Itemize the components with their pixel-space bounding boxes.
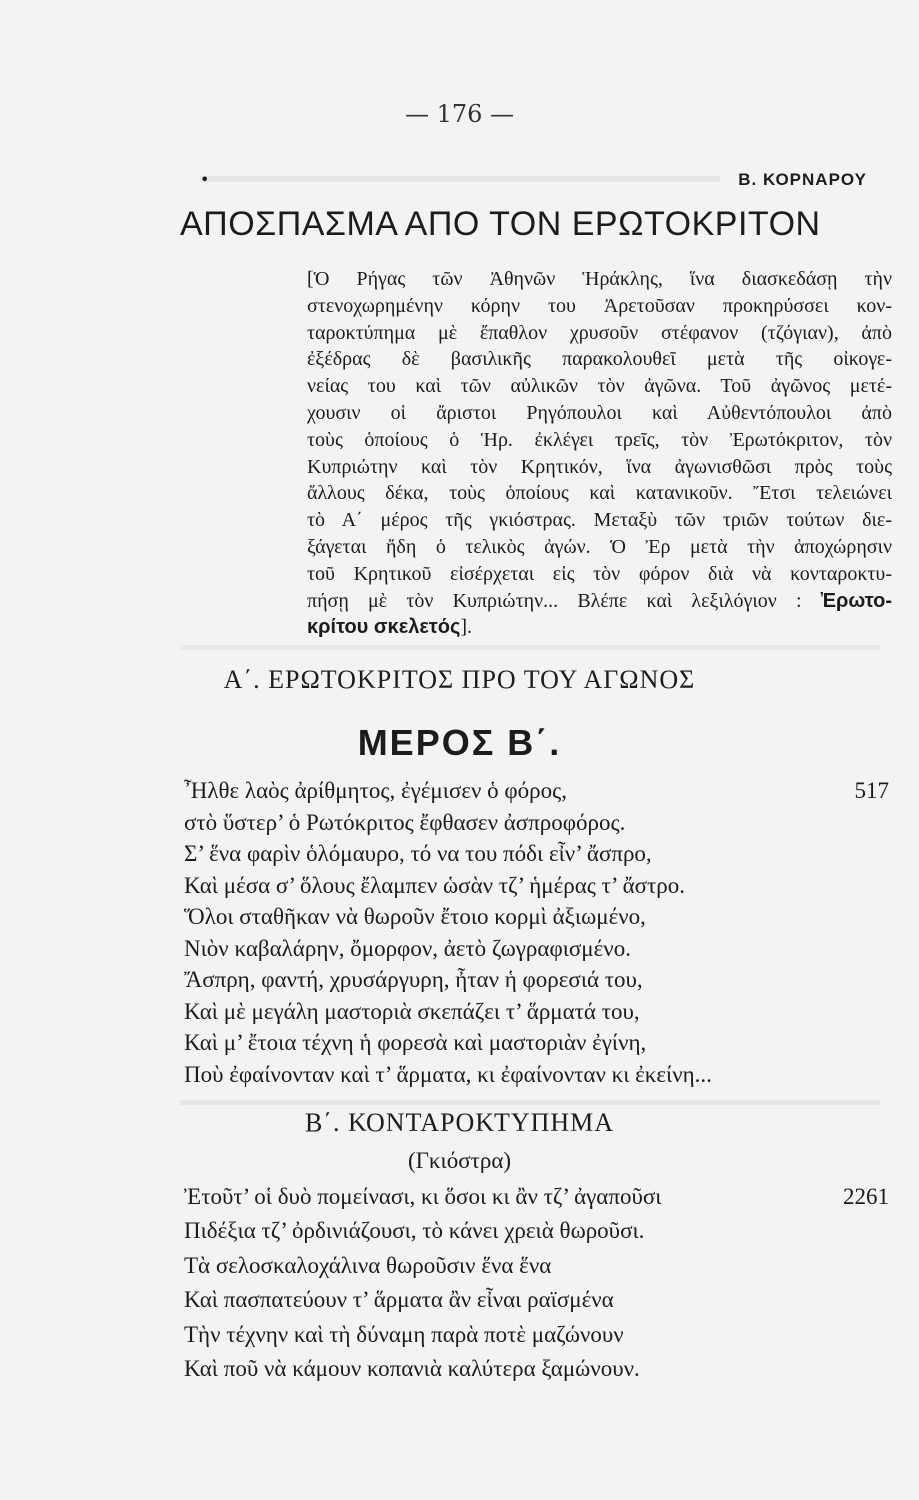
- intro-line: [307, 268, 892, 291]
- intro-line-last: [307, 616, 892, 639]
- intro-line-text: Κυπριώτην καὶ τὸν Κρητικόν, ἵνα ἀγωνισθῶσι πρὸς τοὺς: [307, 455, 892, 478]
- intro-line: [307, 509, 892, 532]
- section-b-subtitle: (Γκιόστρα): [407, 1148, 512, 1173]
- bleed-through-3: [180, 1100, 880, 1105]
- verse-line: Ἦλθε λαὸς ἀρίθμητος, ἐγέμισεν ὁ φόρος,: [184, 778, 568, 803]
- intro-line: [307, 456, 892, 479]
- intro-line-text: [Ὁ Ρήγας τῶν Ἀθηνῶν Ἡράκλης, ἵνα διασκεδάσῃ τὴν: [307, 268, 892, 290]
- intro-line-text: νείας του καὶ τῶν αὐλικῶν τὸν ἀγῶνα. Τοῦ ἀγῶνος μετέ-: [307, 375, 892, 398]
- intro-line: [307, 536, 892, 559]
- verse-line: Τὴν τέχνην καὶ τὴ δύναμη παρὰ ποτὲ μαζώνουν: [184, 1321, 624, 1347]
- verse-line: Πιδέξια τζ’ ὀρδινιάζουσι, τὸ κάνει χρειὰ θωροῦσι.: [184, 1218, 645, 1244]
- intro-line-text: ἐξέδρας δὲ βασιλικῆς παρακολουθεῖ μετὰ τῆς οἰκογε-: [307, 348, 892, 371]
- part-title: ΜΕΡΟΣ Β΄.: [357, 722, 562, 763]
- intro-line-text: ἄλλους δέκα, τοὺς ὁποίους καὶ κατανικοῦν. Ἔτσι τελειώνει: [307, 482, 892, 505]
- intro-line: [307, 295, 892, 318]
- author-name: Β. ΚΟΡΝΑΡΟΥ: [738, 170, 867, 189]
- intro-line: [307, 590, 892, 613]
- intro-line-text: τὸ Α΄ μέρος τῆς γκιόστρας. Μεταξὺ τῶν τριῶν τούτων διε-: [307, 509, 892, 532]
- intro-line: [307, 429, 892, 452]
- intro-line-text: στενοχωρημένην κόρην του Ἀρετοῦσαν προκηρύσσει κον-: [307, 294, 892, 317]
- verse-line: Καὶ μὲ μεγάλη μαστοριὰ σκεπάζει τ’ ἅρματά του,: [184, 998, 640, 1024]
- bleed-through-2: [180, 645, 880, 650]
- intro-line-text: πήσῃ μὲ τὸν Κυπριώτην... Βλέπε καὶ λεξιλόγιον :: [307, 589, 802, 612]
- section-b-heading: Β΄. ΚΟΝΤΑΡΟΚΤΥΠΗΜΑ: [304, 1108, 615, 1137]
- intro-last-bold: κρίτου σκελετός: [307, 616, 461, 639]
- intro-line: [307, 375, 892, 398]
- intro-line-text: χουσιν οἱ ἄριστοι Ρηγόπουλοι καὶ Αὐθεντόπουλοι ἀπὸ: [307, 402, 892, 424]
- intro-line: [307, 482, 892, 505]
- intro-line-text: ξάγεται ἤδη ὁ τελικὸς ἀγών. Ὁ Ἐρ μετὰ τὴν ἀποχώρησιν: [307, 536, 892, 558]
- excerpt-title: ΑΠΟΣΠΑΣΜΑ ΑΠΟ ΤΟΝ ΕΡΩΤΟΚΡΙΤΟΝ: [180, 205, 821, 243]
- verse-line: Καὶ ποῦ νὰ κάμουν κοπανιὰ καλύτερα ξαμώνουν.: [184, 1356, 640, 1381]
- page-number: — 176 —: [404, 100, 515, 128]
- intro-last-end: ].: [460, 616, 473, 639]
- intro-line: [307, 402, 892, 425]
- verse-line: Τὰ σελοσκαλοχάλινα θωροῦσιν ἕνα ἕνα: [184, 1252, 552, 1278]
- section-a-heading: Α΄. ΕΡΩΤΟΚΡΙΤΟΣ ΠΡΟ ΤΟΥ ΑΓΩΝΟΣ: [223, 665, 696, 694]
- verse-line: Νιὸν καβαλάρην, ὄμορφον, ἀετὸ ζωγραφισμένο.: [184, 935, 631, 961]
- intro-line: [307, 563, 892, 586]
- verse-line: Ἐτοῦτ’ οἱ δυὸ πομείνασι, κι ὅσοι κι ἂν τζ’ ἀγαποῦσι: [184, 1184, 662, 1209]
- verse-line: Καὶ πασπατεύουν τ’ ἅρματα ἂν εἶναι ραϊσμένα: [184, 1287, 614, 1313]
- intro-line-text: τοῦ Κρητικοῦ εἰσέρχεται εἰς τὸν φόρον διὰ νὰ κονταροκτυ-: [307, 562, 892, 585]
- bullet-mark: •: [200, 170, 210, 189]
- verse-number: 2261: [843, 1184, 889, 1209]
- verse-line: Ἄσπρη, φαντή, χρυσάργυρη, ἦταν ἡ φορεσιά του,: [184, 967, 643, 992]
- intro-line: [307, 322, 892, 345]
- intro-line-text: τοὺς ὁποίους ὁ Ἡρ. ἐκλέγει τρεῖς, τὸν Ἐρωτόκριτον, τὸν: [307, 428, 892, 451]
- verse-line: Καὶ μ’ ἔτοια τέχνη ἡ φορεσὰ καὶ μαστοριὰν ἐγίνη,: [184, 1030, 647, 1055]
- verse-line: Σ’ ἕνα φαρὶν ὁλόμαυρο, τό να του πόδι εἶν’ ἄσπρο,: [184, 841, 652, 866]
- verse-line: στὸ ὕστερ’ ὁ Ρωτόκριτος ἔφθασεν ἀσπροφόρος.: [184, 809, 626, 835]
- verse-line: Ὅλοι σταθῆκαν νὰ θωροῦν ἔτοιο κορμὶ ἀξιωμένο,: [184, 904, 646, 929]
- verse-line: Καὶ μέσα σ’ ὅλους ἔλαμπεν ὡσὰν τζ’ ἡμέρας τ’ ἄστρο.: [184, 872, 686, 898]
- intro-bold-tail: Ἐρωτο-: [820, 589, 893, 612]
- verse-line: Ποὺ ἐφαίνονταν καὶ τ’ ἅρματα, κι ἐφαίνονταν κι ἐκείνη...: [184, 1061, 712, 1087]
- bleed-through-1: [200, 176, 720, 182]
- verse-number: 517: [854, 778, 889, 803]
- intro-line-text: ταροκτύπημα μὲ ἔπαθλον χρυσοῦν στέφανον (τζόγιαν), ἀπὸ: [307, 321, 892, 344]
- intro-line: [307, 348, 892, 371]
